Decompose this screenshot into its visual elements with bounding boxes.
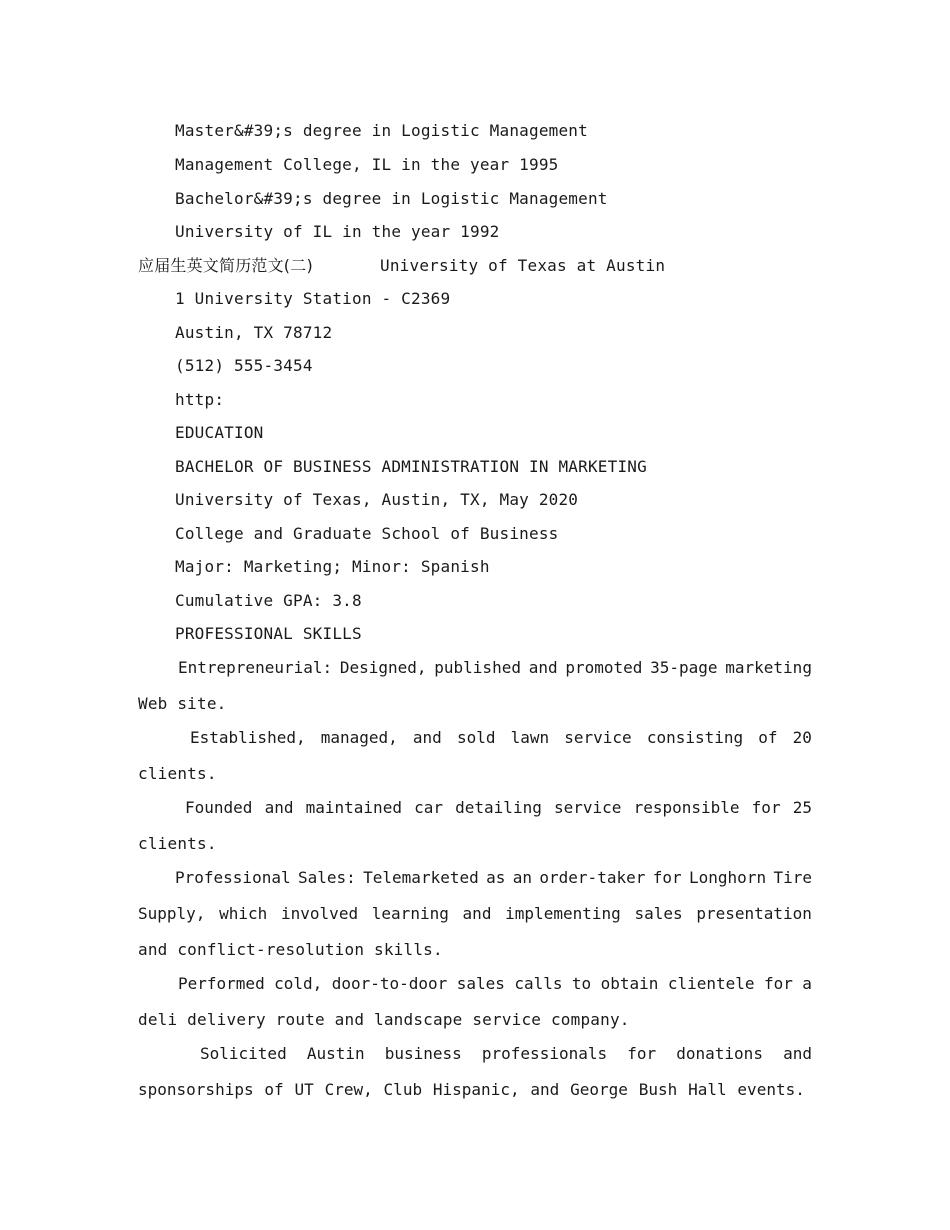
word: sales (634, 904, 683, 923)
word: for (627, 1044, 657, 1063)
word: calls (514, 974, 563, 993)
education-line-4: University of IL in the year 1992 (175, 222, 500, 241)
word: 25 (792, 798, 812, 817)
word: published (434, 658, 521, 677)
word: sold (456, 728, 496, 747)
word: clientele (667, 974, 755, 993)
word: a (802, 974, 812, 993)
word: Crew, (324, 1080, 373, 1099)
word: service (564, 728, 632, 747)
word: cold, (274, 974, 323, 993)
word: donations (676, 1044, 763, 1063)
word: car (414, 798, 443, 817)
word: for (652, 868, 682, 887)
degree-title: BACHELOR OF BUSINESS ADMINISTRATION IN MARKETING (175, 457, 647, 476)
word: presentation (696, 904, 812, 923)
word: George (570, 1080, 628, 1099)
word: Tire (773, 868, 812, 887)
word: business (384, 1044, 462, 1063)
word: Austin (306, 1044, 365, 1063)
word: involved (281, 904, 359, 923)
word: sponsorships (138, 1080, 254, 1099)
website-label: http: (175, 390, 225, 409)
education-line-1: Master&#39;s degree in Logistic Management (175, 121, 588, 140)
word: learning (371, 904, 449, 923)
word: to (571, 974, 592, 993)
paragraph-2-line-2: clients. (138, 764, 217, 783)
word: responsible (633, 798, 740, 817)
word: Designed, (339, 658, 427, 677)
word: which (219, 904, 268, 923)
paragraph-4-line-3: and conflict-resolution skills. (138, 940, 443, 959)
paragraph-3-line-1 (185, 798, 812, 818)
phone-number: (512) 555-3454 (175, 356, 313, 375)
word: door-to-door (331, 974, 448, 993)
word: sales (456, 974, 505, 993)
word: 35-page (650, 658, 718, 677)
word: events. (737, 1080, 805, 1099)
paragraph-6-line-1 (200, 1044, 812, 1064)
paragraph-1-line-1 (178, 658, 812, 678)
word: Hispanic, (432, 1080, 520, 1099)
word: Solicited (200, 1044, 287, 1063)
word: Telemarketed (363, 868, 479, 887)
paragraph-1-line-2: Web site. (138, 694, 227, 713)
word: Club (383, 1080, 423, 1099)
degree-college: College and Graduate School of Business (175, 524, 559, 543)
word: consisting (646, 728, 744, 747)
word: of (758, 728, 778, 747)
word: and (264, 798, 294, 817)
degree-school: University of Texas, Austin, TX, May 2020 (175, 490, 579, 509)
word: and (462, 904, 492, 923)
word: professionals (481, 1044, 608, 1063)
address-line-1: 1 University Station - C2369 (175, 289, 451, 308)
word: Entrepreneurial: (178, 658, 333, 677)
skills-heading: PROFESSIONAL SKILLS (175, 624, 362, 643)
major-minor: Major: Marketing; Minor: Spanish (175, 557, 490, 576)
word: Professional (175, 868, 291, 887)
word: marketing (725, 658, 812, 677)
word: Sales: (297, 868, 356, 887)
paragraph-6-line-2 (138, 1080, 805, 1100)
word: Established, (190, 728, 306, 747)
gpa: Cumulative GPA: 3.8 (175, 591, 362, 610)
paragraph-4-line-1 (175, 868, 812, 888)
word: managed, (320, 728, 398, 747)
word: for (751, 798, 781, 817)
paragraph-5-line-2: deli delivery route and landscape service company. (138, 1010, 630, 1029)
word: Performed (178, 974, 265, 993)
paragraph-2-line-1 (190, 728, 812, 748)
word: of (264, 1080, 284, 1099)
address-line-2: Austin, TX 78712 (175, 323, 333, 342)
paragraph-3-line-2: clients. (138, 834, 217, 853)
section-heading-chinese: 应届生英文简历范文(二) (138, 256, 313, 275)
paragraph-4-line-2 (138, 904, 812, 924)
education-heading: EDUCATION (175, 423, 264, 442)
word: and (783, 1044, 812, 1063)
word: and (528, 658, 558, 677)
word: service (553, 798, 622, 817)
word: implementing (505, 904, 621, 923)
word: obtain (600, 974, 659, 993)
education-line-3: Bachelor&#39;s degree in Logistic Management (175, 189, 608, 208)
word: lawn (510, 728, 550, 747)
word: an (512, 868, 533, 887)
word: order-taker (539, 868, 646, 887)
paragraph-5-line-1 (178, 974, 812, 994)
word: UT (294, 1080, 314, 1099)
word: Founded (185, 798, 253, 817)
word: 20 (792, 728, 812, 747)
word: and (412, 728, 442, 747)
word: Supply, (138, 904, 206, 923)
word: Bush (638, 1080, 678, 1099)
word: as (486, 868, 506, 887)
word: detailing (455, 798, 542, 817)
word: maintained (305, 798, 402, 817)
university-name: University of Texas at Austin (380, 256, 666, 275)
word: and (530, 1080, 560, 1099)
word: Longhorn (689, 868, 767, 887)
word: for (763, 974, 793, 993)
word: promoted (565, 658, 643, 677)
education-line-2: Management College, IL in the year 1995 (175, 155, 559, 174)
word: Hall (688, 1080, 727, 1099)
